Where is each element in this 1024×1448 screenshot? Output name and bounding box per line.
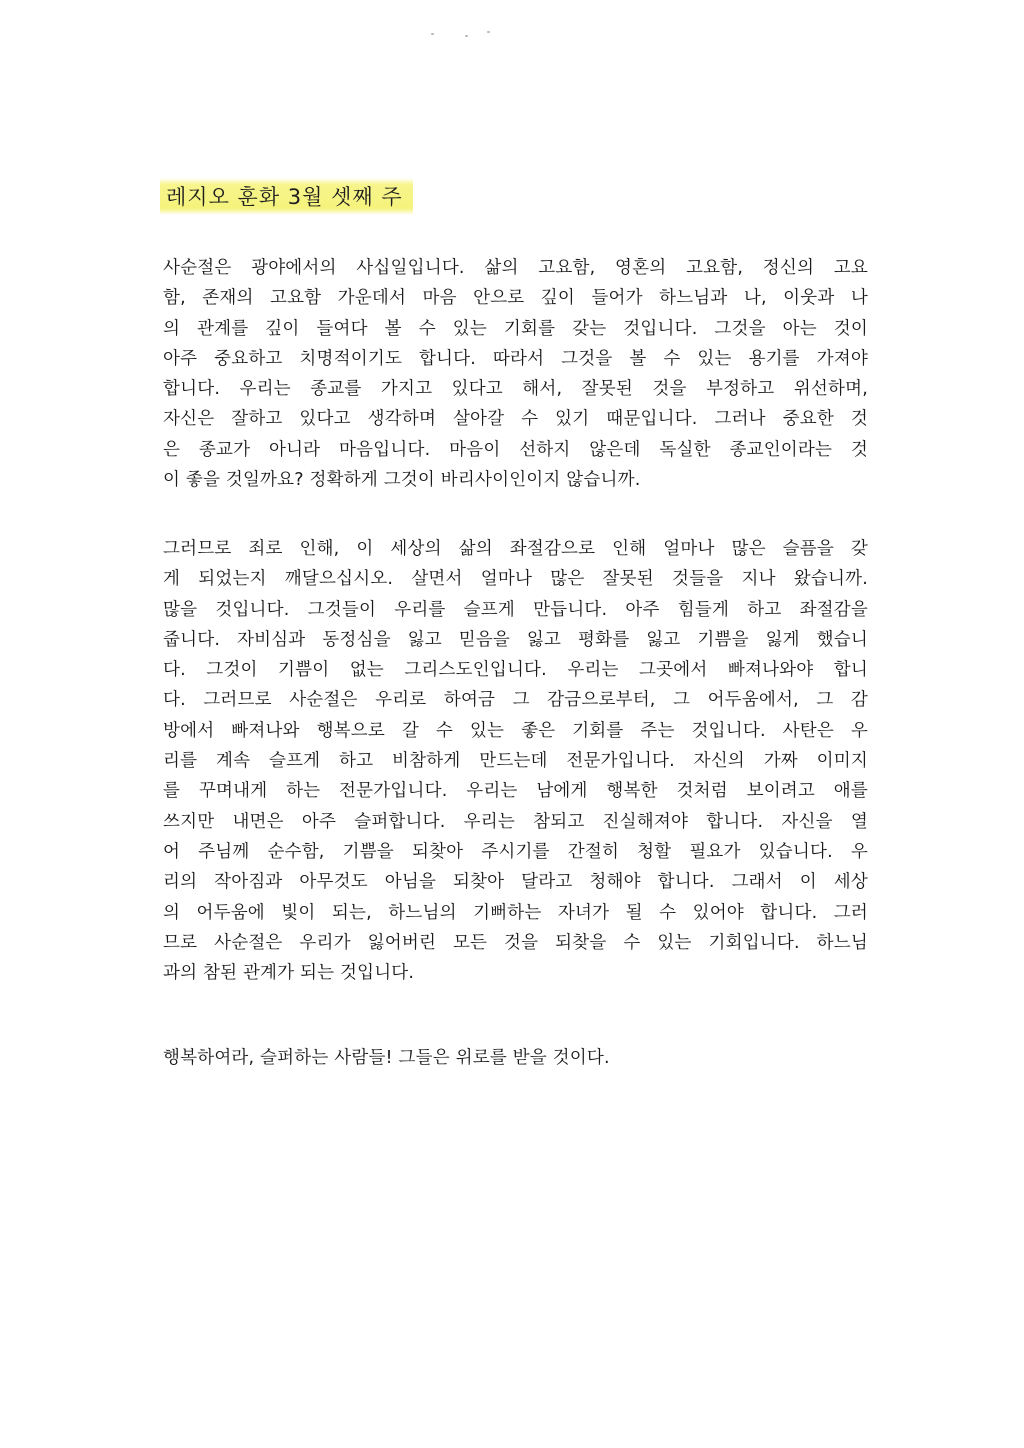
- scan-speck: [465, 35, 468, 37]
- scan-specks: [425, 30, 505, 40]
- text-line: 사순절은 광야에서의 사십일입니다. 삶의 고요함, 영혼의 고요함, 정신의 고요: [163, 258, 868, 278]
- paragraph-1: [163, 253, 868, 495]
- text-line: 합니다. 우리는 종교를 가지고 있다고 해서, 잘못된 것을 부정하고 위선하며,: [163, 379, 868, 400]
- scan-speck: [431, 33, 434, 35]
- text-line: 이 좋을 것일까요? 정확하게 그것이 바리사이인이지 않습니까.: [163, 470, 641, 491]
- text-line: 어 주님께 순수함, 기쁨을 되찾아 주시기를 간절히 청할 필요가 있습니다. 우: [163, 841, 868, 862]
- text-line: 므로 사순절은 우리가 잃어버린 모든 것을 되찾을 수 있는 기회입니다. 하느님: [163, 932, 868, 953]
- text-line: 리를 계속 슬프게 하고 비참하게 만드는데 전문가입니다. 자신의 가짜 이미지: [163, 751, 868, 772]
- paragraph-2: [163, 534, 868, 988]
- text-line: 자신은 잘하고 있다고 생각하며 살아갈 수 있기 때문입니다. 그러나 중요한 것: [163, 409, 868, 430]
- text-line: 그러므로 죄로 인해, 이 세상의 삶의 좌절감으로 인해 얼마나 많은 슬픔을 갖: [163, 539, 868, 559]
- text-line: 행복하여라, 슬퍼하는 사람들! 그들은 위로를 받을 것이다.: [163, 1048, 610, 1068]
- text-line: 아주 중요하고 치명적이기도 합니다. 따라서 그것을 볼 수 있는 용기를 가져야: [163, 348, 868, 369]
- text-line: 의 어두움에 빛이 되는, 하느님의 기뻐하는 자녀가 될 수 있어야 합니다. 그러: [163, 902, 868, 923]
- scan-speck: [487, 31, 490, 33]
- text-line: 다. 그러므로 사순절은 우리로 하여금 그 감금으로부터, 그 어두움에서, 그 감: [163, 690, 868, 711]
- text-line: 다. 그것이 기쁨이 없는 그리스도인입니다. 우리는 그곳에서 빠져나와야 합니: [163, 660, 868, 681]
- text-line: 은 종교가 아니라 마음입니다. 마음이 선하지 않은데 독실한 종교인이라는 것: [163, 439, 868, 460]
- text-line: 게 되었는지 깨달으십시오. 살면서 얼마나 많은 잘못된 것들을 지나 왔습니까.: [163, 569, 868, 590]
- paragraph-3: [163, 1043, 868, 1073]
- text-line: 쓰지만 내면은 아주 슬퍼합니다. 우리는 참되고 진실해져야 합니다. 자신을 열: [163, 811, 868, 832]
- text-line: 의 관계를 깊이 들여다 볼 수 있는 기회를 갖는 것입니다. 그것을 아는 것이: [163, 318, 868, 339]
- text-line: 과의 참된 관계가 되는 것입니다.: [163, 963, 415, 984]
- text-line: 줍니다. 자비심과 동정심을 잃고 믿음을 잃고 평화를 잃고 기쁨을 잃게 했습니: [163, 629, 868, 650]
- text-line: 함, 존재의 고요함 가운데서 마음 안으로 깊이 들어가 하느님과 나, 이웃과 나: [163, 288, 868, 309]
- text-line: 리의 작아짐과 아무것도 아님을 되찾아 달라고 청해야 합니다. 그래서 이 세상: [163, 872, 868, 893]
- text-line: 많을 것입니다. 그것들이 우리를 슬프게 만듭니다. 아주 힘들게 하고 좌절감을: [163, 599, 868, 620]
- title-block: [160, 178, 413, 215]
- text-line: 를 꾸며내게 하는 전문가입니다. 우리는 남에게 행복한 것처럼 보이려고 애를: [163, 781, 868, 802]
- document-title: 레지오 훈화 3월 셋째 주: [160, 178, 413, 215]
- text-line: 방에서 빠져나와 행복으로 갈 수 있는 좋은 기회를 주는 것입니다. 사탄은 우: [163, 720, 868, 741]
